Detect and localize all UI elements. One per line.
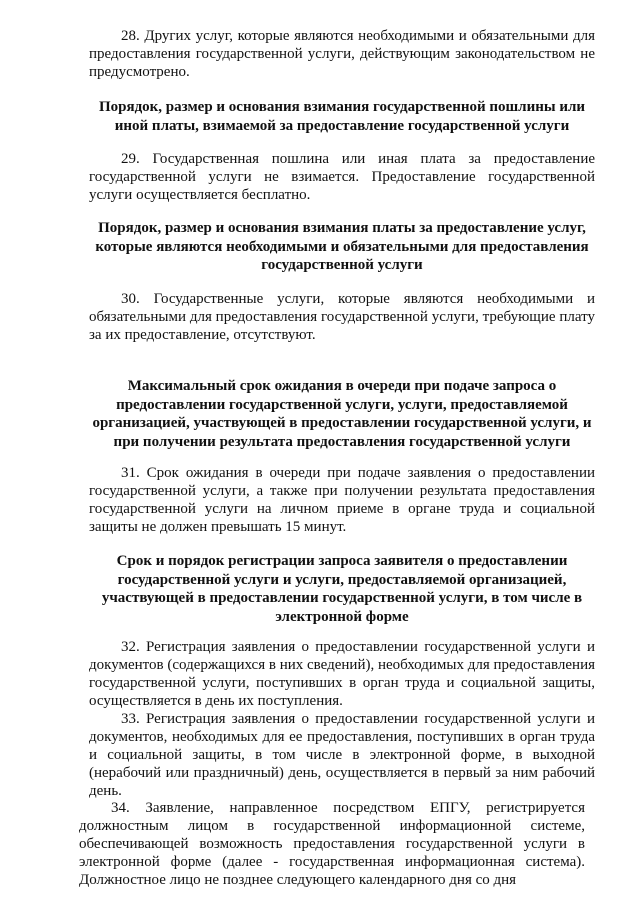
paragraph-33: 33. Регистрация заявления о предоставлении государственной услуги и документов, необходимых для ее предоставления, поступивших в орган труда и социальной защиты, в том числе в электронной форме, в выходной (нерабочий или праздничный) день, осуществляется в первый за ним рабочий день. xyxy=(89,711,595,799)
paragraph-30: 30. Государственные услуги, которые являются необходимыми и обязательными для предоставления государственной услуги, требующие плату за их предоставление, отсутствуют. xyxy=(89,291,595,343)
heading-waiting-time: Максимальный срок ожидания в очереди при подаче запроса о предоставлении государственной услуги, услуги, предоставляемой организацией, участвующей в предоставлении государственной услуги, и при получении результата предоставления государственной услуги xyxy=(92,378,592,450)
paragraph-32: 32. Регистрация заявления о предоставлении государственной услуги и документов (содержащихся в них сведений), необходимых для предоставления государственной услуги, поступивших в орган труда и социальной защиты, осуществляется в день их поступления. xyxy=(89,639,595,709)
heading-registration: Срок и порядок регистрации запроса заявителя о предоставлении государственной услуги и услуги, предоставляемой организацией, участвующей в предоставлении государственной услуги, в том числе в электронной форме xyxy=(101,553,583,625)
paragraph-29: 29. Государственная пошлина или иная плата за предоставление государственной услуги не взимается. Предоставление государственной услуги осуществляется бесплатно. xyxy=(89,151,595,203)
paragraph-28: 28. Других услуг, которые являются необходимыми и обязательными для предоставления государственной услуги, действующим законодательством не предусмотрено. xyxy=(89,28,595,80)
paragraph-31: 31. Срок ожидания в очереди при подаче заявления о предоставлении государственной услуги, а также при получении результата предоставления государственной услуги на личном приеме в органе труда и социальной защиты не должен превышать 15 минут. xyxy=(89,465,595,535)
heading-state-fee: Порядок, размер и основания взимания государственной пошлины или иной платы, взимаемой за предоставление государственной услуги xyxy=(98,99,586,134)
heading-fee-for-services: Порядок, размер и основания взимания платы за предоставление услуг, которые являются необходимыми и обязательными для предоставления государственной услуги xyxy=(95,220,589,273)
paragraph-34: 34. Заявление, направленное посредством ЕПГУ, регистрируется должностным лицом в государственной информационной системе, обеспечивающей возможность предоставления государственной услуги в электронной форме (далее - государственная информационная система). Должностное лицо не позднее следующего календарного дня со дня xyxy=(79,800,585,888)
